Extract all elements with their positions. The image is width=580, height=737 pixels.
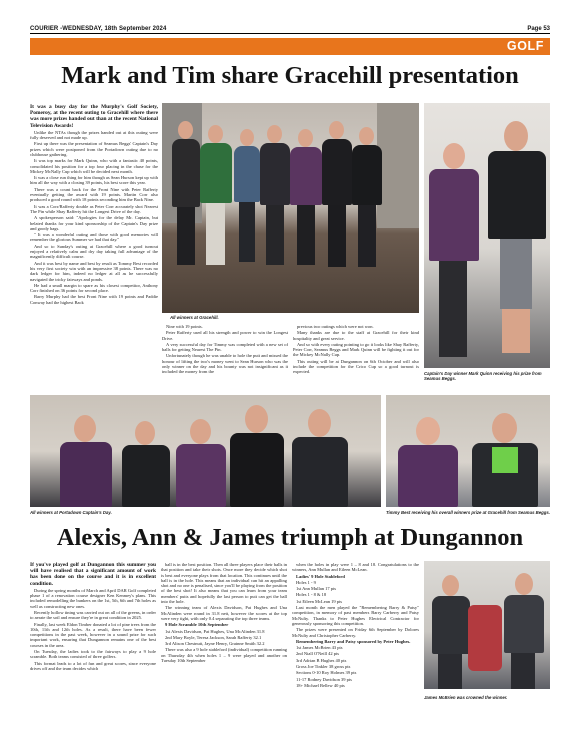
story2-paragraph: On Tuesday, the ladies took to the fairways to play a 9 hole scramble. Both teams consisted of three golfers. <box>30 649 156 660</box>
story2-subhead: 9 Hole Scramble 10th September <box>165 622 229 628</box>
story2-paragraph: Last month the men played the "Remembering Barry & Patsy" competition, in memory of past members Barry Carberry and Patsy McNulty. Thanks to Peter Hughes Electrical Contractor for generously sponsoring this competition. <box>292 605 419 626</box>
story1-paragraph: Peter Rafferty used all his strength and power to win the Longest Drive. <box>162 330 288 341</box>
story2-result: 2nd Niall O'Neill 42 pts <box>296 651 340 657</box>
story2-paragraph: This format leads to a lot of fun and great scores, since everyone drives off and the team decides which <box>30 660 156 671</box>
story1-paragraph: A very successful day for Timmy was completed with a new set of balls for getting Nearest The Pin. <box>162 341 288 353</box>
caption-portadown-winners: All winners at Portadown Captain's Day. <box>30 510 112 515</box>
story1-paragraph: Unlike the NTAs though the prizes handed out at this outing were fully deserved and not made up. <box>30 129 158 141</box>
story2-paragraph: The winning team of Alexis Davidson, Pat Hughes and Una McAlinden were round in 31.8 nett, however the scores at the top were very tight, with only 0.4 separating the top three teams. <box>161 605 287 621</box>
story2-result: 2nd Mary Boyle, Teresa Jackson, Sarah Rafferty 32.1 <box>165 634 262 640</box>
story2-paragraph: During the spring months of March and April DAR Golf completed phase 1 of a renovation course designer Ken Kenmey's plans. This included remodelling the bunkers on the 1st, 5th, 6th and 7th holes as well as constructing new ones. <box>30 587 156 609</box>
story2-subhead: Ladies' 9 Hole Stableford <box>296 573 345 579</box>
story1-lead: It was a busy day for the Murphy's Golf Society, Pomeroy, at the recent outing to Gracehill where there was more prizes handed out than at the recent National Television Awards! <box>30 104 158 129</box>
photo-timmy-best <box>386 395 550 507</box>
story2-result: 1st James McBrien 43 pts <box>296 645 343 651</box>
story2-column-3 <box>292 562 419 732</box>
story2-result: Gross Joe Tinkler 38 gross pts <box>296 664 351 670</box>
story2-column-1 <box>30 562 156 732</box>
story2-paragraph: The prizes were presented on Friday 6th September by Dolores McNulty and Christopher Carberry. <box>292 627 419 638</box>
story1-paragraph: A spokesperson said: "Apologies for the delay Mr. Captain, but belated thanks for your kind sponsorship of the Captain's Day prize and goody bags. <box>30 215 158 231</box>
story1-paragraph: Barry Murphy had the best Front Nine with 19 points and Paddie Conway had the highest Back <box>30 294 158 305</box>
story2-column-2 <box>161 562 287 732</box>
story2-paragraph: Finally, last week Eldon Timber donated a lot of pine trees from the 10th, 11th and 12th holes. As a result, there have been fewer competitions in the past week, however in a sound prize for such important work, ensuring that Dungannon remains one of the best courses in the area. <box>30 621 156 648</box>
story1-column-2 <box>162 324 288 392</box>
caption-gracehill-group: All winners at Gracehill. <box>170 315 219 320</box>
story1-paragraph: And so with every outing pointing to go it looks like Shay Rafferty, Peter Corr, Seamus Beggs and Mark Quinn will be fighting it out for the Mickey McNally Cup. <box>293 341 419 358</box>
story1-column-1 <box>30 104 158 389</box>
story1-paragraph: There was a count back for the Front Nine with Peter Rafferty eventually getting the award with 19 points. Martin Corr also produced a good round with 18 points seconding him the Back Nine. <box>30 186 158 203</box>
story2-headline: Alexis, Ann & James triumph at Dungannon <box>56 524 524 551</box>
caption-timmy-best: Timmy Best receiving his overall winners prize at Gracehill from Seamus Beggs. <box>386 510 550 515</box>
story2-result: Sections 0-10 Roy Holmes 39 pts <box>296 670 357 676</box>
story2-result: 3rd Adrian B Hughes 40 pts <box>296 657 347 663</box>
story2-result: 1st Eileen McLean 19 pts <box>296 598 342 604</box>
story1-paragraph: Nine with 19 points. <box>166 324 203 329</box>
section-banner <box>30 38 550 55</box>
story1-paragraph: It was a Corr/Rafferty double as Peter Corr accurately shot Nearest The Pin while Shay Rafferty hit the Longest Drive of the day. <box>30 203 158 214</box>
photo-gracehill-group <box>162 103 419 313</box>
story1-paragraph: It was top marks for Mark Quinn, who with a fantastic 40 points, consolidated his position for a top four placing in the chase for the Mickey McNally Cup which will be decided next month. <box>30 158 158 174</box>
photo-james-mcbrien <box>424 561 550 689</box>
caption-captain-presentation: Captain's Day winner Mark Quinn receiving his prize from Seamus Beggs. <box>424 371 542 381</box>
story1-paragraph: First up there was the presentation of Seamus Beggs' Captain's Day prizes which were postponed from the Portadown outing due to no clubhouse gathering. <box>30 141 158 157</box>
story1-paragraph: Unfortunately though he was unable to hole the putt and missed the honour of lifting the two's money went to Sean Hurson who was the only winner on the day and his bounty was not insignificant as it included the money from the <box>162 353 288 375</box>
story2-result: 11-17 Rodney Davidson 39 pts <box>296 676 352 682</box>
section-label: GOLF <box>506 39 544 53</box>
story1-paragraph: And so to Sunday's outing at Gracehill where a good turnout enjoyed a relatively calm and dry day taking full advantage of the magnificently difficult course. <box>30 243 158 260</box>
story1-paragraph: previous two outings which were not won. <box>297 324 374 329</box>
story1-paragraph: This outing will be at Dungannon on 6th October and will also include the competition for the Crico Cup so a good turnout is expected. <box>293 358 419 375</box>
header-rule <box>30 33 550 34</box>
story2-paragraph: when the holes in play were 1 – 8 and 18. Congratulations to the winners, Ann Mullan and Eileen McLean. <box>292 562 419 573</box>
page-number: Page 53 <box>527 26 550 32</box>
story1-paragraph: And it was best by name and best by result as Tommy Best recorded his very first society win with an impressive 38 points. There was no dark ledger for him, indeed no ledger at all as he successfully navigated the tricky fairways and ponds. <box>30 260 158 282</box>
story2-paragraph: ball is in the best position. Then all three players place their balls in that position and take their shots. Once more they decide which shot is best and everyone plays from that location. This continues until the ball is in the hole. This means that an individual can hit an appalling shot and no one is penalised, since you'll be playing from the position of the best shot! It also means that you can learn from your team members' putts and hopefully the last person to putt can get the ball into the hole. <box>161 562 287 605</box>
story1-paragraph: " It was a wonderful outing and those with good memories will remember the glorious Summer we had that day." <box>30 232 158 243</box>
story2-subhead: Remembering Barry and Patsy sponsored by Peter Hughes. <box>296 638 411 644</box>
photo-captain-presentation <box>424 103 550 368</box>
story2-paragraph: There was also a 9 hole stableford (individual) competition running on Thursday 4th when holes 1 – 9 were played and another on Tuesday 10th September <box>161 647 287 664</box>
story1-paragraph: Many thanks are due to the staff at Gracehill for their kind hospitality and great service. <box>293 330 419 341</box>
story1-paragraph: It was a close run thing for him though as Sean Hurson kept up with him all the way with a closing 39 points, his best score this year. <box>30 175 158 186</box>
story2-result: Holes 1 - 8 & 18 <box>296 592 327 598</box>
story2-result: 18+ Michael Bellew 40 pts <box>296 682 345 688</box>
story1-column-3 <box>293 324 419 392</box>
photo-portadown-winners <box>30 395 381 507</box>
story2-result: 1st Alexis Davidson, Pat Hughes, Una McAlinden 31.8 <box>165 628 265 634</box>
publication-date: COURIER -WEDNESDAY, 18th September 2024 <box>30 26 167 32</box>
story2-paragraph: Recently hollow tining was carried out on all of the greens, in order to aerate the soil and ensure they're in great condition in 2025. <box>30 610 156 621</box>
story2-lead: If you've played golf at Dungannon this summer you will have realised that a significant amount of work has been done on the course and it is in excellent condition. <box>30 562 156 587</box>
caption-james-mcbrien: James McBrien was crowned the winner. <box>424 695 508 700</box>
story1-headline: Mark and Tim share Gracehill presentation <box>61 62 519 89</box>
story2-result: Holes 1 - 9 <box>296 579 316 585</box>
story1-paragraph: He had a small margin to spare as his closest competitor, Anthony Corr finished on 36 points for second place. <box>30 282 158 294</box>
story2-result: 1st Ann Mullan 17 pts <box>296 586 337 592</box>
story2-result: 3rd Alison Chestnutt, Jayne Henry, Grainne Smith 32.2 <box>165 641 265 647</box>
